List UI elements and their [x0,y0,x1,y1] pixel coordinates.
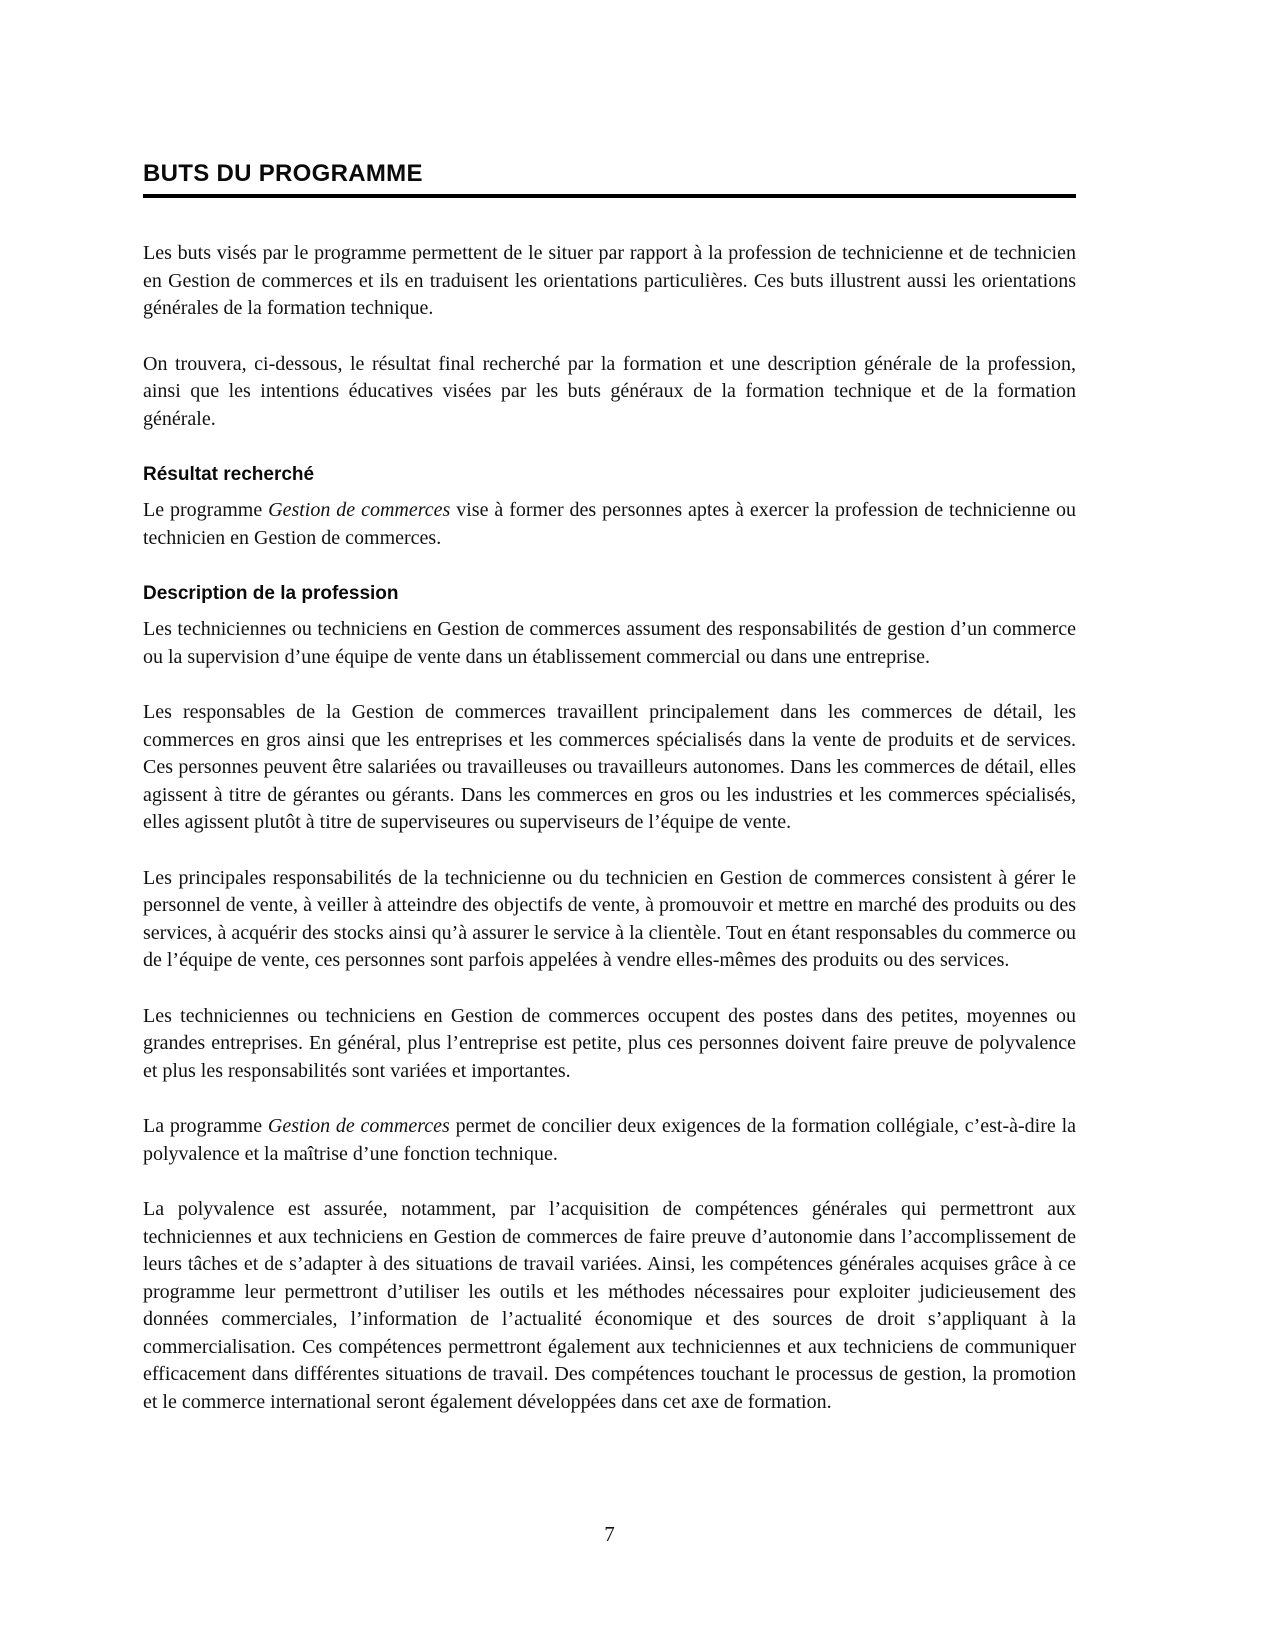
description-paragraph-4: Les techniciennes ou techniciens en Gestion de commerces occupent des postes dans des petites, moyennes ou grandes entreprises. En général, plus l’entreprise est petite, plus ces personnes doivent faire preuve de polyvalence et plus les responsabilités sont variées et importantes. [143,1004,1076,1082]
description-paragraph-5-text: La programme [143,1115,268,1137]
page-number: 7 [604,1522,615,1546]
resultat-paragraph-text-cont: vise à former des personnes aptes à exercer la profession de technicienne ou technicien en Gestion de commerces. [143,499,1077,549]
description-paragraph-6: La polyvalence est assurée, notamment, par l’acquisition de compétences générales qui permettront aux techniciennes et aux techniciens en Gestion de commerces de faire preuve d’autonomie dans l’accomplissement de leurs tâches et de s’adapter à des situations de travail variées. Ainsi, les compétences générales acquises grâce à ce programme leur permettront d’utiliser les outils et les méthodes nécessaires pour exploiter judicieusement des données commerciales, l’information de l’actualité économique et des sources de droit s’appliquant à la commercialisation. Ces compétences permettront également aux techniciennes et aux techniciens de communiquer efficacement dans différentes situations de travail. Des compétences touchant le processus de gestion, la promotion et le commerce international seront également développées dans cet axe de formation. [143,1198,1076,1413]
title-rule [143,194,1076,198]
description-paragraph-5 [143,1113,1076,1168]
text-block [143,0,1076,1416]
description-paragraph-3: Les principales responsabilités de la technicienne ou du technicien en Gestion de commerces consistent à gérer le personnel de vente, à veiller à atteindre des objectifs de vente, à promouvoir et mettre en marché des produits ou des services, à acquérir des stocks ainsi qu’à assurer le service à la clientèle. Tout en étant responsables du commerce ou de l’équipe de vente, ces personnes sont parfois appelées à vendre elles-mêmes des produits ou des services. [143,866,1076,971]
resultat-paragraph [143,497,1076,552]
description-paragraph-2: Les responsables de la Gestion de commerces travaillent principalement dans les commerces de détail, les commerces en gros ainsi que les entreprises et les commerces spécialisés dans la vente de produits et de services. Ces personnes peuvent être salariées ou travailleuses ou travailleurs autonomes. Dans les commerces de détail, elles agissent à titre de gérantes ou gérants. Dans les commerces en gros ou les industries et les commerces spécialisés, elles agissent plutôt à titre de superviseures ou superviseurs de l’équipe de vente. [143,701,1076,833]
program-name-italic-2: Gestion de commerces [267,1115,450,1137]
intro-paragraph-1: Les buts visés par le programme permettent de le situer par rapport à la profession de technicienne et de technicien en Gestion de commerces et ils en traduisent les orientations particulières. Ces buts illustrent aussi les orientations générales de la formation technique. [143,242,1076,319]
heading-resultat-recherche: Résultat recherché [143,464,315,485]
heading-description-profession: Description de la profession [143,583,399,604]
program-name-italic: Gestion de commerces [268,499,451,521]
intro-paragraph-2: On trouvera, ci-dessous, le résultat final recherché par la formation et une description générale de la profession, ainsi que les intentions éducatives visées par les buts généraux de la formation technique et de la formation générale. [143,352,1076,430]
page-title: BUTS DU PROGRAMME [143,160,423,187]
resultat-paragraph-text: Le programme [143,499,269,521]
description-paragraph-1: Les techniciennes ou techniciens en Gestion de commerces assument des responsabilités de gestion d’un commerce ou la supervision d’une équipe de vente dans un établissement commercial ou dans une entreprise. [143,618,1076,668]
description-paragraph-5-text-cont: permet de concilier deux exigences de la formation collégiale, c’est-à-dire la polyvalence et la maîtrise d’une fonction technique. [143,1115,1077,1165]
